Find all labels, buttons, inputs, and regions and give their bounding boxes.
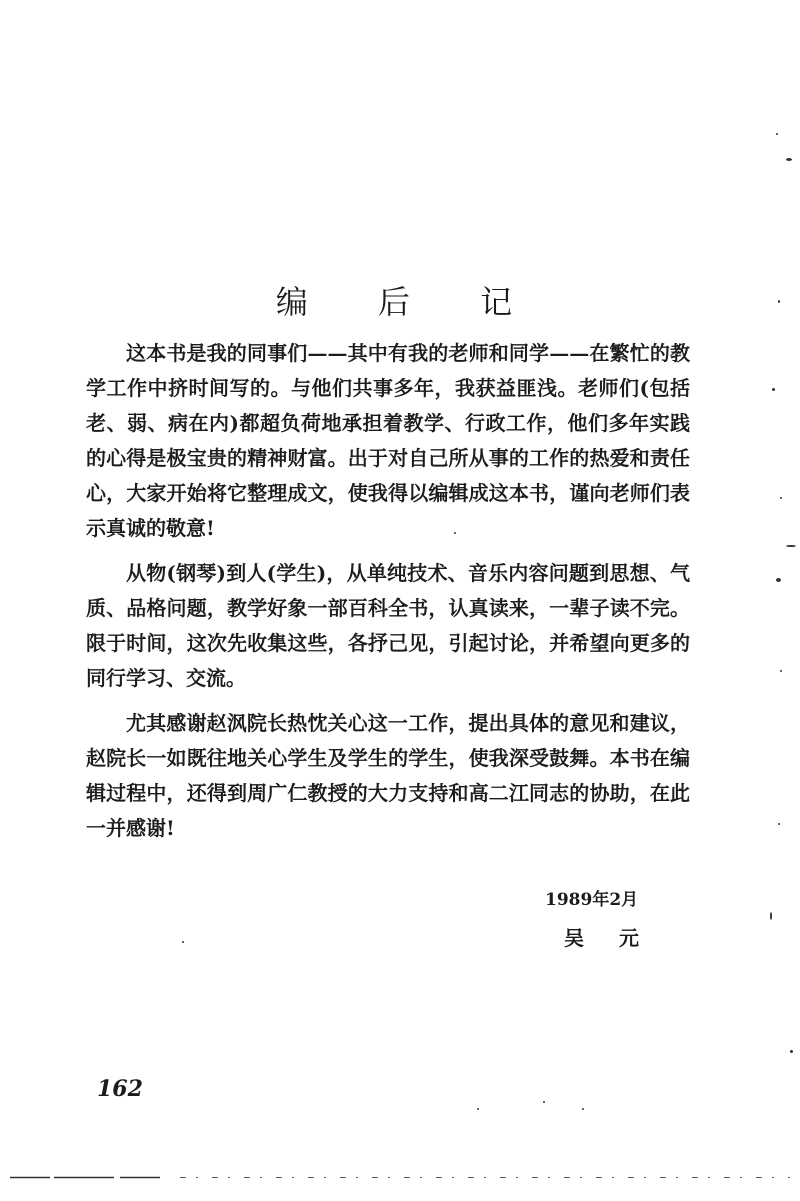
scan-speck [778,823,780,825]
scan-speck [786,545,796,547]
paragraph-1: 这本书是我的同事们——其中有我的老师和同学——在繁忙的教学工作中挤时间写的。与他们共事多年，我获益匪浅。老师们(包括老、弱、病在内)都超负荷地承担着教学、行政工作，他们多年实践的心得是极宝贵的精神财富。出于对自己所从事的工作的热爱和责任心，大家开始将它整理成文，使我得以编辑成这本书，谨向老师们表示真诚的敬意! [86,341,690,540]
scan-speck [780,497,782,499]
scan-edge-line [0,1176,800,1179]
scan-speck [786,158,792,161]
paragraph-2: 从物(钢琴)到人(学生)，从单纯技术、音乐内容问题到思想、气质、品格问题，教学好象一部百科全书，认真读来，一辈子读不完。限于时间，这次先收集这些，各抒己见，引起讨论，并希望向更多的同行学习、交流。 [86,561,690,690]
page-title: 编 后 记 [275,283,543,322]
signature-date: 1989年2月 [545,890,639,910]
scan-speck [772,388,775,391]
scan-speck [790,1050,793,1053]
scan-speck [182,941,184,943]
body-text [86,336,690,856]
scan-speck [543,1101,545,1103]
scan-speck [780,670,782,672]
paragraph-3: 尤其感谢赵沨院长热忱关心这一工作，提出具体的意见和建议，赵院长一如既往地关心学生及学生的学生，使我深受鼓舞。本书在编辑过程中，还得到周广仁教授的大力支持和高二江同志的协助，在此一并感谢! [86,711,690,840]
scan-speck [477,1108,479,1110]
signature-author: 吴 元 [564,926,653,950]
scan-speck [582,1108,584,1110]
scan-speck [776,578,781,582]
scan-speck [776,133,778,135]
scan-speck [778,300,780,303]
scan-speck [770,912,772,920]
scan-speck [454,532,456,534]
page-number: 162 [97,1076,143,1102]
